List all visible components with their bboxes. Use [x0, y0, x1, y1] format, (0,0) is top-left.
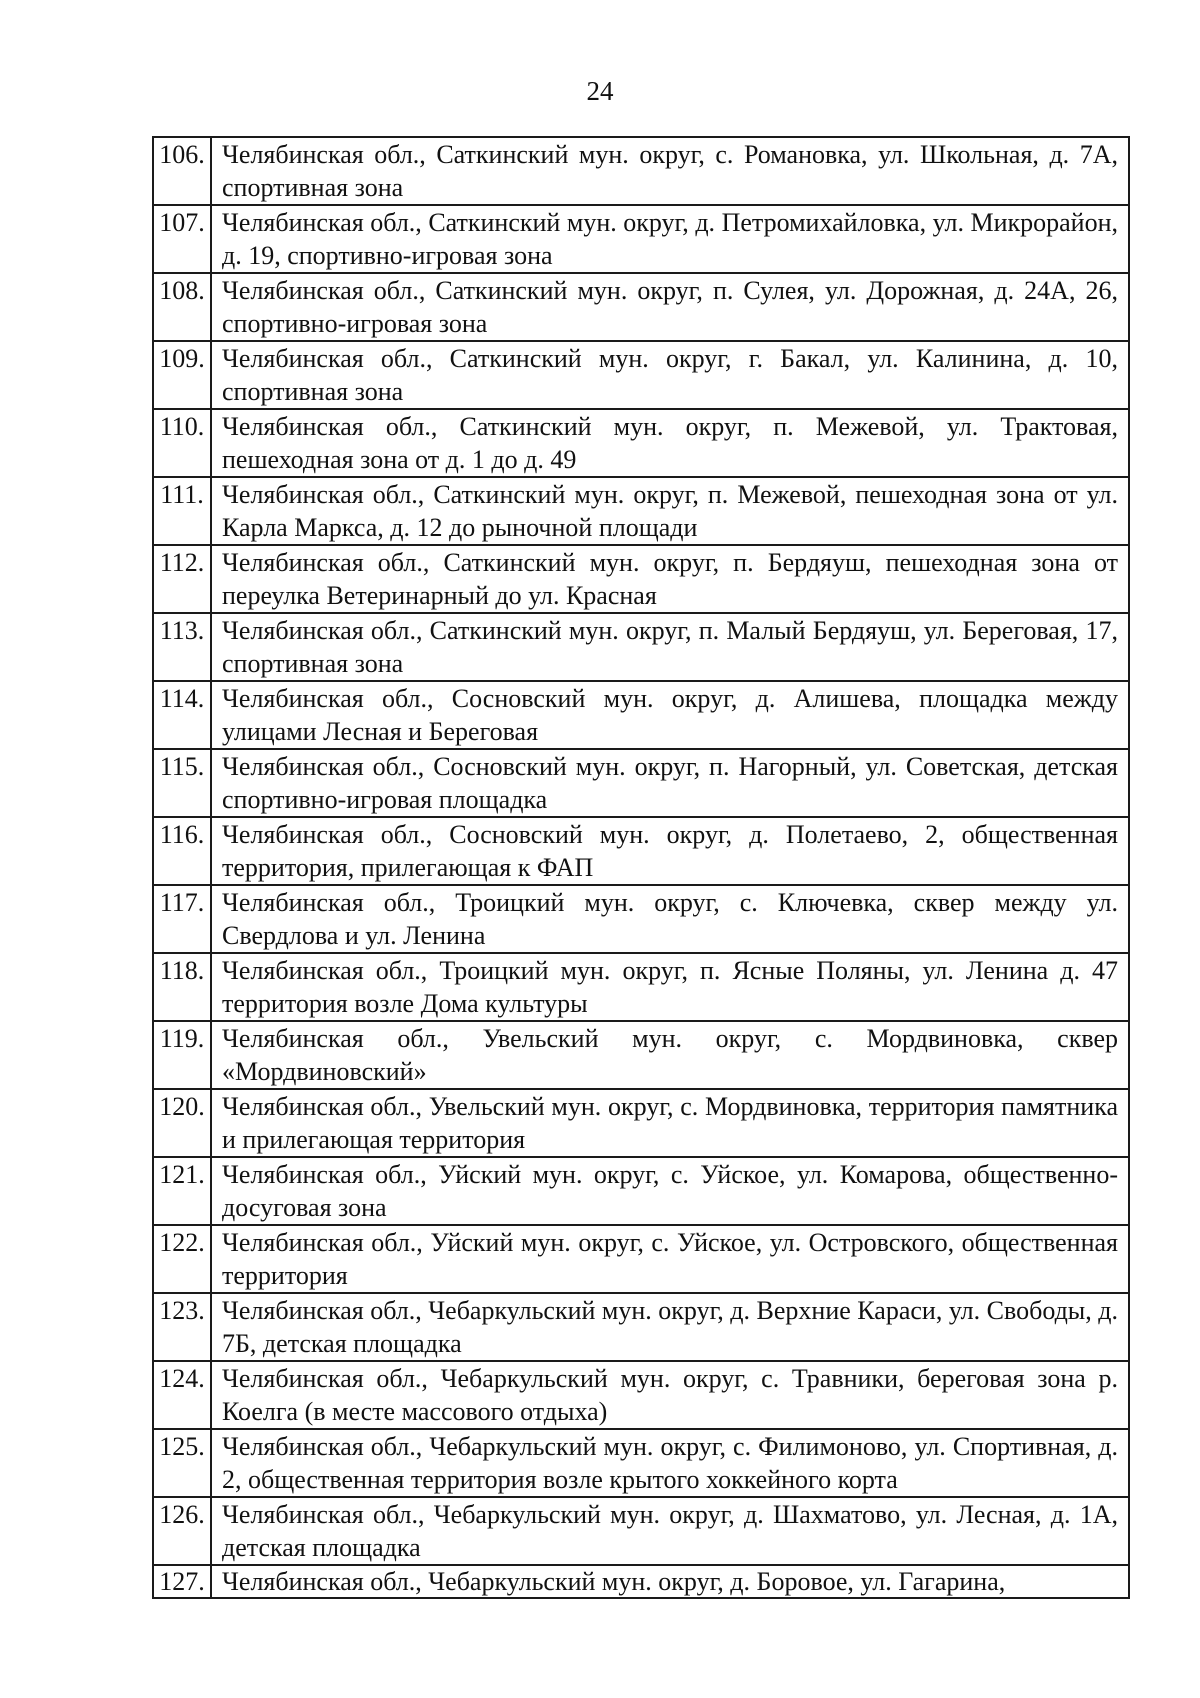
table-row [153, 273, 1129, 341]
table-row [153, 1089, 1129, 1157]
row-number: 121. [153, 1157, 211, 1225]
table-row [153, 681, 1129, 749]
row-number: 125. [153, 1429, 211, 1497]
row-number: 120. [153, 1089, 211, 1157]
table-row [153, 1429, 1129, 1497]
table-row [153, 613, 1129, 681]
row-number: 106. [153, 137, 211, 205]
row-number: 119. [153, 1021, 211, 1089]
row-number: 126. [153, 1497, 211, 1565]
table-row [153, 953, 1129, 1021]
row-address: Челябинская обл., Саткинский мун. округ, д. Петромихайловка, ул. Микрорайон, д. 19, спортивно-игровая зона [211, 205, 1129, 273]
row-address: Челябинская обл., Уйский мун. округ, с. Уйское, ул. Комарова, общественно-досуговая зона [211, 1157, 1129, 1225]
row-number: 108. [153, 273, 211, 341]
table-row [153, 817, 1129, 885]
locations-table-container [152, 136, 1130, 1599]
table-row [153, 749, 1129, 817]
row-number: 114. [153, 681, 211, 749]
row-number: 112. [153, 545, 211, 613]
row-number: 111. [153, 477, 211, 545]
row-number: 127. [153, 1565, 211, 1598]
locations-table-body [153, 137, 1129, 1598]
row-number: 110. [153, 409, 211, 477]
row-address: Челябинская обл., Уйский мун. округ, с. Уйское, ул. Островского, общественная территория [211, 1225, 1129, 1293]
row-number: 107. [153, 205, 211, 273]
row-address: Челябинская обл., Троицкий мун. округ, с. Ключевка, сквер между ул. Свердлова и ул. Ленина [211, 885, 1129, 953]
row-number: 109. [153, 341, 211, 409]
table-row [153, 1293, 1129, 1361]
row-number: 122. [153, 1225, 211, 1293]
row-address: Челябинская обл., Саткинский мун. округ, п. Малый Бердяуш, ул. Береговая, 17, спортивная зона [211, 613, 1129, 681]
row-number: 116. [153, 817, 211, 885]
row-address: Челябинская обл., Чебаркульский мун. округ, д. Верхние Караси, ул. Свободы, д. 7Б, детская площадка [211, 1293, 1129, 1361]
table-row [153, 545, 1129, 613]
row-address: Челябинская обл., Чебаркульский мун. округ, с. Травники, береговая зона р. Коелга (в месте массового отдыха) [211, 1361, 1129, 1429]
row-address: Челябинская обл., Сосновский мун. округ, д. Полетаево, 2, общественная территория, прилегающая к ФАП [211, 817, 1129, 885]
table-row [153, 1021, 1129, 1089]
page-number: 24 [586, 76, 614, 106]
table-row [153, 1361, 1129, 1429]
table-row [153, 341, 1129, 409]
row-number: 115. [153, 749, 211, 817]
table-row [153, 205, 1129, 273]
row-address: Челябинская обл., Саткинский мун. округ, п. Сулея, ул. Дорожная, д. 24А, 26, спортивно-игровая зона [211, 273, 1129, 341]
row-address: Челябинская обл., Саткинский мун. округ, с. Романовка, ул. Школьная, д. 7А, спортивная зона [211, 137, 1129, 205]
row-number: 123. [153, 1293, 211, 1361]
row-number: 117. [153, 885, 211, 953]
row-number: 113. [153, 613, 211, 681]
row-address: Челябинская обл., Увельский мун. округ, с. Мордвиновка, территория памятника и прилегающая территория [211, 1089, 1129, 1157]
row-address: Челябинская обл., Чебаркульский мун. округ, д. Шахматово, ул. Лесная, д. 1А, детская площадка [211, 1497, 1129, 1565]
table-row [153, 885, 1129, 953]
table-row [153, 1565, 1129, 1598]
row-address: Челябинская обл., Чебаркульский мун. округ, д. Боровое, ул. Гагарина, [211, 1565, 1129, 1598]
table-row [153, 137, 1129, 205]
row-number: 118. [153, 953, 211, 1021]
locations-table [152, 136, 1130, 1599]
row-address: Челябинская обл., Саткинский мун. округ, п. Межевой, пешеходная зона от ул. Карла Маркса, д. 12 до рыночной площади [211, 477, 1129, 545]
row-address: Челябинская обл., Сосновский мун. округ, д. Алишева, площадка между улицами Лесная и Береговая [211, 681, 1129, 749]
table-row [153, 477, 1129, 545]
row-address: Челябинская обл., Саткинский мун. округ, г. Бакал, ул. Калинина, д. 10, спортивная зона [211, 341, 1129, 409]
row-address: Челябинская обл., Сосновский мун. округ, п. Нагорный, ул. Советская, детская спортивно-игровая площадка [211, 749, 1129, 817]
table-row [153, 1225, 1129, 1293]
table-row [153, 1497, 1129, 1565]
table-row [153, 1157, 1129, 1225]
row-address: Челябинская обл., Чебаркульский мун. округ, с. Филимоново, ул. Спортивная, д. 2, общественная территория возле крытого хоккейного корта [211, 1429, 1129, 1497]
row-address: Челябинская обл., Саткинский мун. округ, п. Бердяуш, пешеходная зона от переулка Ветеринарный до ул. Красная [211, 545, 1129, 613]
row-address: Челябинская обл., Саткинский мун. округ, п. Межевой, ул. Трактовая, пешеходная зона от д. 1 до д. 49 [211, 409, 1129, 477]
row-number: 124. [153, 1361, 211, 1429]
row-address: Челябинская обл., Увельский мун. округ, с. Мордвиновка, сквер «Мордвиновский» [211, 1021, 1129, 1089]
row-address: Челябинская обл., Троицкий мун. округ, п. Ясные Поляны, ул. Ленина д. 47 территория возле Дома культуры [211, 953, 1129, 1021]
table-row [153, 409, 1129, 477]
